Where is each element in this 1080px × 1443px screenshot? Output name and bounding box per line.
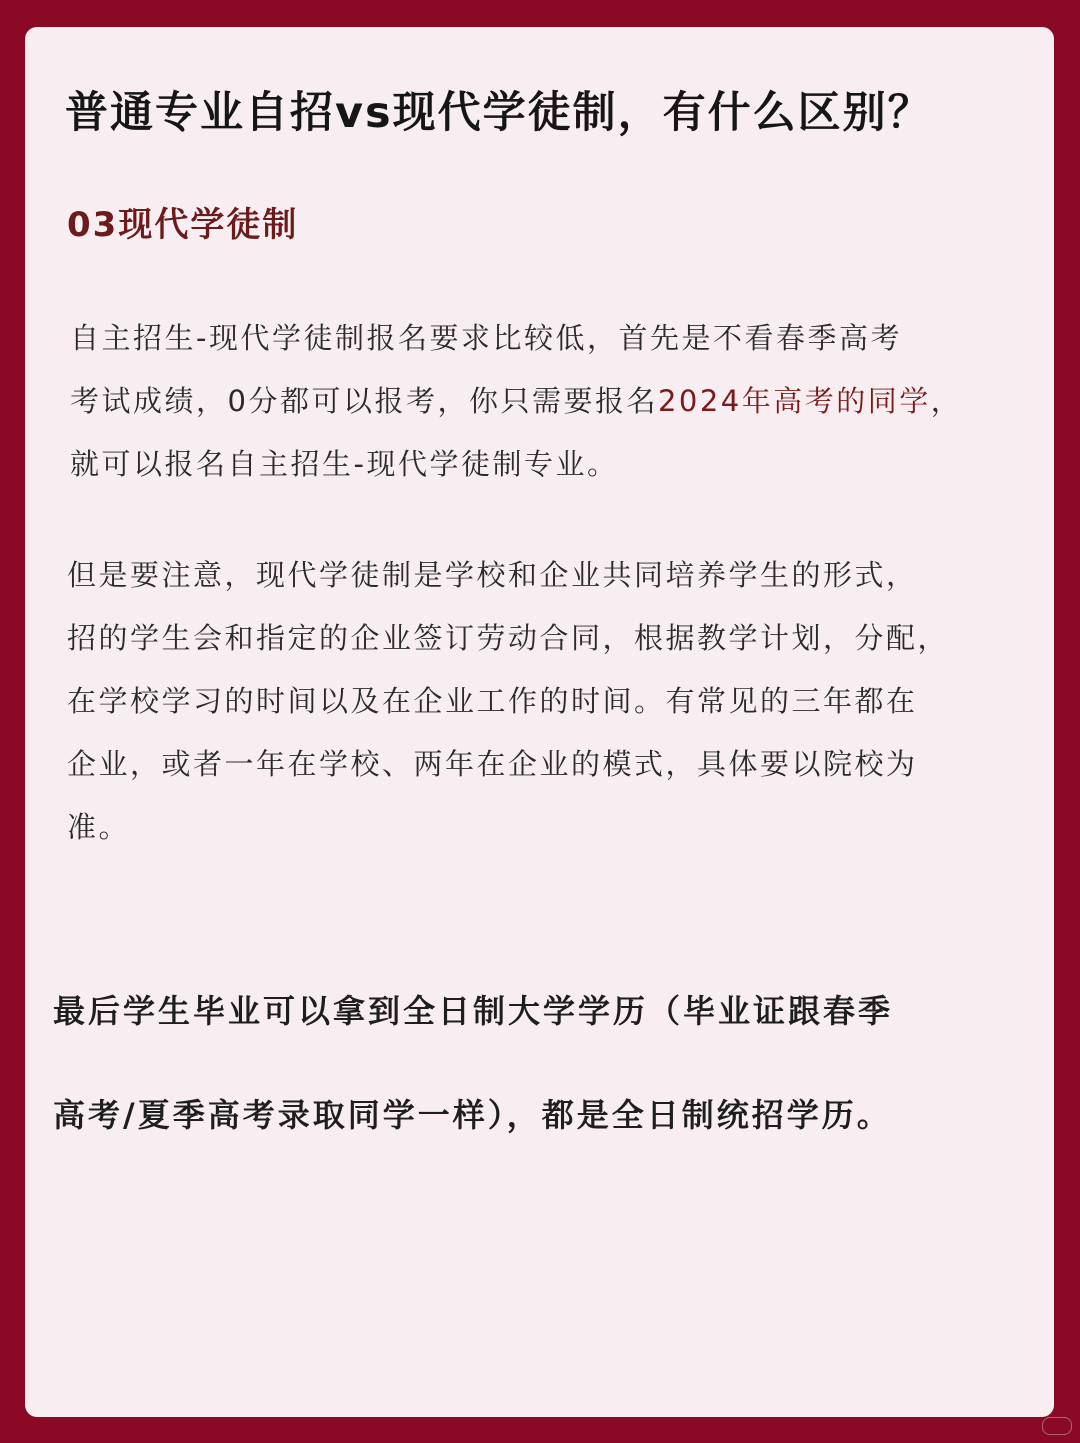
- paragraph-line: 企业，或者一年在学校、两年在企业的模式，具体要以院校为: [67, 747, 918, 781]
- paragraph-line: 高考/夏季高考录取同学一样），都是全日制统招学历。: [53, 1096, 892, 1134]
- paragraph-line: 在学校学习的时间以及在企业工作的时间。有常见的三年都在: [67, 684, 918, 718]
- highlight-text: 2024年高考的同学: [657, 384, 931, 418]
- page-title: 普通专业自招vs现代学徒制，有什么区别？: [65, 88, 933, 138]
- paragraph-line: 就可以报名自主招生-现代学徒制专业。: [70, 447, 619, 481]
- paragraph-conclusion: [53, 959, 893, 1167]
- paragraph-text: ，: [930, 384, 963, 418]
- paragraph-text: 考试成绩，0分都可以报考，你只需要报名: [70, 384, 658, 418]
- paragraph-line: 最后学生毕业可以拿到全日制大学学历（毕业证跟春季: [53, 992, 894, 1030]
- paragraph-registration: [70, 307, 962, 496]
- paragraph-line: 招的学生会和指定的企业签订劳动合同，根据教学计划，分配，: [67, 621, 950, 655]
- section-heading: 03现代学徒制: [67, 205, 299, 245]
- watermark-logo: [1042, 1417, 1072, 1435]
- paragraph-notice: [67, 544, 949, 859]
- paragraph-line: 自主招生-现代学徒制报名要求比较低，首先是不看春季高考: [70, 321, 902, 355]
- paragraph-line: [70, 370, 962, 433]
- content-card: [25, 27, 1054, 1417]
- paragraph-line: 但是要注意，现代学徒制是学校和企业共同培养学生的形式，: [67, 558, 918, 592]
- paragraph-line: 准。: [67, 810, 131, 844]
